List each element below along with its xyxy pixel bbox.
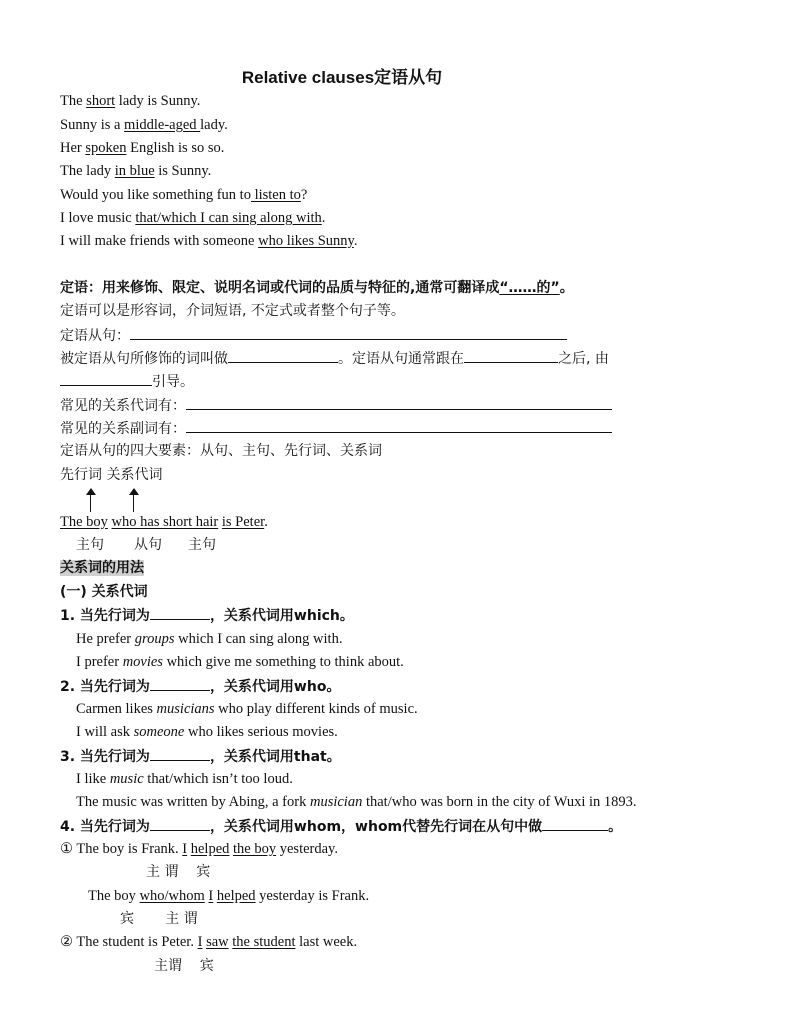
usage-heading: 关系词的用法 <box>60 560 144 576</box>
definition-line: 定语：用来修饰、限定、说明名词或代词的品质与特征的,通常可翻译成“……的”。 <box>60 280 574 296</box>
analysis-example-1b: The boy who/whom I helped yesterday is Frank. <box>88 888 370 904</box>
analysis-example-2: ② The student is Peter. I saw the student last week. <box>60 934 358 950</box>
rule-example: He prefer groups which I can sing along with. <box>76 631 343 647</box>
note-line: 定语可以是形容词，介词短语, 不定式或者整个句子等。 <box>60 303 405 319</box>
example-7: I will make friends with someone who likes Sunny. <box>60 233 358 249</box>
rule-example: Carmen likes musicians who play different kinds of music. <box>76 701 418 717</box>
underlined-phrase: listen to <box>250 187 301 203</box>
note-line: 引导。 <box>60 372 194 391</box>
fill-blank <box>228 349 338 363</box>
grammar-labels: 主谓 宾 <box>154 958 214 974</box>
fill-blank <box>542 817 608 831</box>
fill-blank <box>464 349 558 363</box>
note-line: 定语从句的四大要素：从句、主句、先行词、关系词 <box>60 443 382 459</box>
example-4: The lady in blue is Sunny. <box>60 163 212 179</box>
clause-label: 从句 <box>134 537 162 553</box>
analysis-example-1: ① The boy is Frank. I helped the boy yesterday. <box>60 841 338 857</box>
underlined-phrase: who likes Sunny <box>258 233 354 249</box>
page-title: Relative clauses定语从句 <box>241 68 443 87</box>
grammar-labels: 宾 主 谓 <box>120 911 198 927</box>
note-line: 常见的关系副词有： <box>60 419 612 438</box>
fill-blank <box>60 372 152 386</box>
fill-blank <box>186 396 612 410</box>
fill-blank <box>150 817 210 831</box>
grammar-labels: 主 谓 宾 <box>146 864 211 880</box>
usage-subheading: (一) 关系代词 <box>60 584 148 600</box>
fill-blank <box>186 419 612 433</box>
note-line: 定语从句： <box>60 326 567 345</box>
up-arrow-icon <box>90 494 91 512</box>
up-arrow-icon <box>133 494 134 512</box>
example-2: Sunny is a middle-aged lady. <box>60 117 228 133</box>
clause-label: 主句 <box>188 537 216 553</box>
example-6: I love music that/which I can sing along with. <box>60 210 326 226</box>
example-1: The short lady is Sunny. <box>60 93 201 109</box>
example-3: Her spoken English is so so. <box>60 140 225 156</box>
underlined-phrase: short <box>86 93 116 109</box>
note-line: 被定语从句所修饰的词叫做 。定语从句通常跟在 之后, 由 <box>60 351 609 367</box>
example-5: Would you like something fun to listen to? <box>60 187 308 203</box>
fill-blank <box>150 747 210 761</box>
rule-example: I prefer movies which give me something to think about. <box>76 654 404 670</box>
fill-blank <box>150 677 210 691</box>
rule-example: I like music that/which isn’t too loud. <box>76 771 293 787</box>
boy-example: The boy who has short hair is Peter. <box>60 514 268 530</box>
rule-3: 3. 当先行词为 ，关系代词用that。 <box>60 749 341 765</box>
fill-blank <box>130 326 567 340</box>
rule-1: 1. 当先行词为 ，关系代词用which。 <box>60 608 354 624</box>
clause-label: 主句 <box>76 537 104 553</box>
underlined-phrase: middle-aged <box>124 117 201 133</box>
rule-4: 4. 当先行词为 ，关系代词用whom，whom代替先行词在从句中做 。 <box>60 819 623 835</box>
underlined-phrase: in blue <box>114 163 155 179</box>
note-line: 常见的关系代词有： <box>60 396 612 415</box>
rule-example: I will ask someone who likes serious movies. <box>76 724 338 740</box>
note-line: 先行词 关系代词 <box>60 467 163 483</box>
rule-2: 2. 当先行词为 ，关系代词用who。 <box>60 679 341 695</box>
underlined-phrase: spoken <box>85 140 127 156</box>
fill-blank <box>150 606 210 620</box>
rule-example: The music was written by Abing, a fork musician that/who was born in the city of Wuxi in 1893. <box>76 794 637 810</box>
underlined-phrase: that/which I can sing along with <box>135 210 322 226</box>
